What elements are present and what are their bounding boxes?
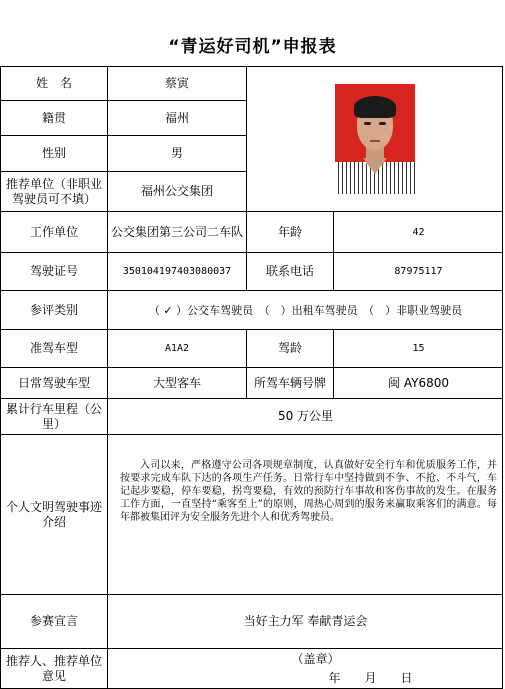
label-intro: 个人文明驾驶事迹介绍: [0, 434, 107, 594]
label-driving-age: 驾龄: [246, 329, 333, 367]
label-opinion: 推荐人、推荐单位意见: [0, 648, 107, 689]
value-category: （ ✓ ）公交车驾驶员 （ ）出租车驾驶员 （ ）非职业驾驶员: [107, 290, 503, 329]
label-vehicle-type: 准驾车型: [0, 329, 107, 367]
value-declaration: 当好主力军 奉献青运会: [107, 594, 503, 648]
value-unit: 福州公交集团: [107, 171, 246, 211]
person-portrait-icon: [335, 84, 415, 194]
value-work: 公交集团第三公司二车队: [107, 211, 246, 252]
label-phone: 联系电话: [246, 252, 333, 290]
value-driving-age: 15: [333, 329, 503, 367]
value-intro: 入司以来，严格遵守公司各项规章制度，认真做好安全行车和优质服务工作，并按要求完成车队下达的各项生产任务。日常行车中坚持做到不争、不抢、不斗气，车记起步要稳，停车要稳，拐弯要稳，有效的预防行车事故和客伤事故的发生。在服务工作方面，一直坚持“乘客至上”的原则，周热心周到的服务来赢取乘客们的满意。每年都被集团评为安全服务先进个人和优秀驾驶员。: [107, 434, 503, 594]
value-age: 42: [333, 211, 503, 252]
value-vehicle-type: A1A2: [107, 329, 246, 367]
value-gender: 男: [107, 135, 246, 171]
label-category: 参评类别: [0, 290, 107, 329]
label-origin: 籍贯: [0, 100, 107, 135]
value-license: 350104197403080037: [107, 252, 246, 290]
value-mileage: 50 万公里: [107, 398, 503, 434]
label-unit: 推荐单位（非职业驾驶员可不填）: [0, 171, 107, 211]
value-daily-vehicle: 大型客车: [107, 367, 246, 398]
value-plate: 闽 AY6800: [333, 367, 503, 398]
label-plate: 所驾车辆号牌: [246, 367, 333, 398]
value-phone: 87975117: [333, 252, 503, 290]
label-declaration: 参赛宣言: [0, 594, 107, 648]
date-text: 年 月 日: [328, 671, 413, 685]
label-license: 驾驶证号: [0, 252, 107, 290]
opinion-cell: [107, 648, 503, 689]
seal-text: （盖章）: [291, 652, 340, 666]
value-origin: 福州: [107, 100, 246, 135]
label-age: 年龄: [246, 211, 333, 252]
application-form: [0, 66, 503, 689]
label-name: 姓 名: [0, 66, 107, 100]
value-name: 蔡寅: [107, 66, 246, 100]
label-mileage: 累计行车里程（公里）: [0, 398, 107, 434]
label-gender: 性别: [0, 135, 107, 171]
photo-cell: [246, 66, 503, 211]
label-work: 工作单位: [0, 211, 107, 252]
form-title: “青运好司机”申报表: [168, 37, 337, 57]
label-daily-vehicle: 日常驾驶车型: [0, 367, 107, 398]
